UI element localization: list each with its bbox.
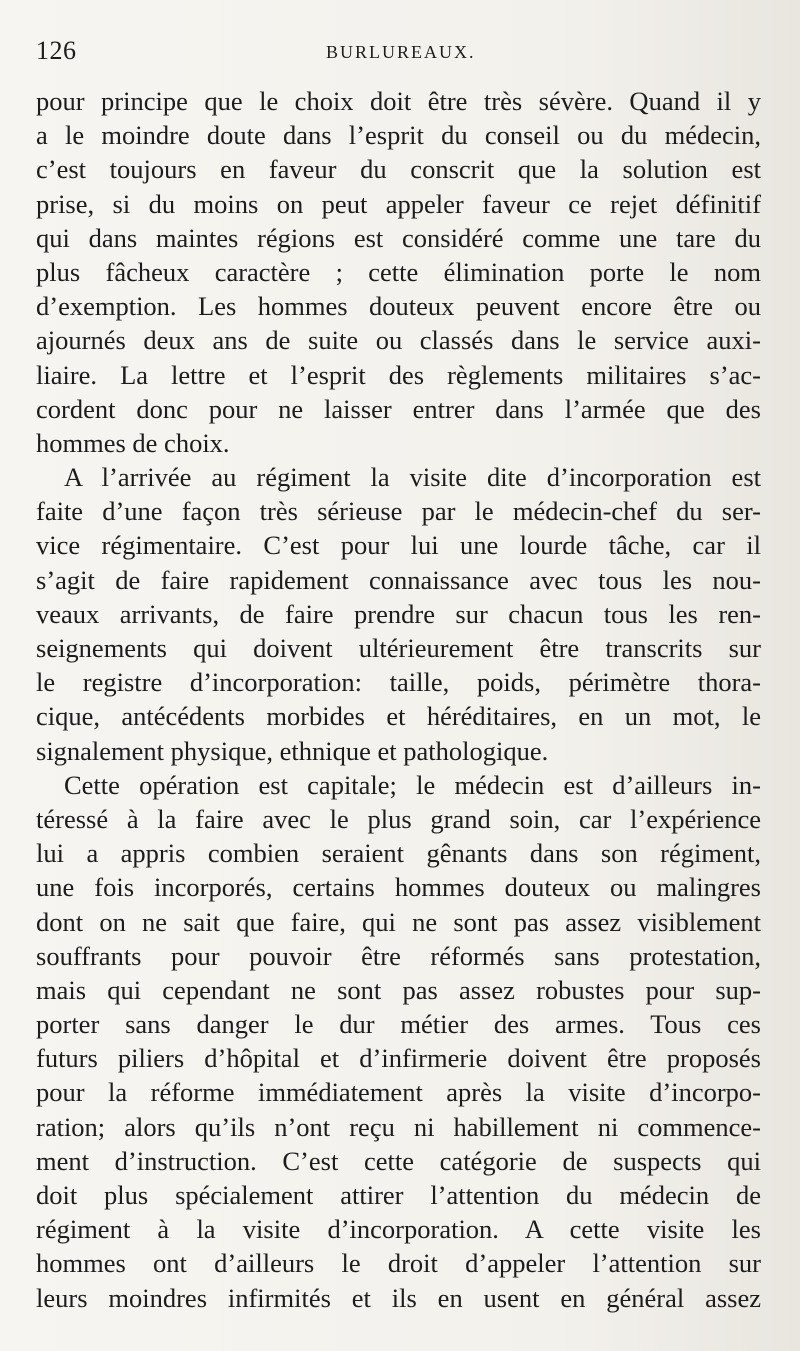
text-line: veaux arrivants, de faire prendre sur chacun tous les ren- [36,598,761,629]
text-line: cique, antécédents morbides et héréditaires, en un mot, le [36,701,761,732]
text-line: vice régimentaire. C’est pour lui une lourde tâche, car il [36,530,761,561]
page-number: 126 [36,36,77,65]
text-line: pour principe que le choix doit être très sévère. Quand il y [36,86,761,116]
text-line: doit plus spécialement attirer l’attention du médecin de [36,1180,761,1210]
text-line: dont on ne sait que faire, qui ne sont pas assez visiblement [36,906,761,937]
text-line: le registre d’incorporation: taille, poids, périmètre thora- [36,667,761,698]
text-line: cordent donc pour ne laisser entrer dans l’armée que des [36,393,761,424]
text-line: ajournés deux ans de suite ou classés dans le service auxi- [36,325,761,356]
text-line: téressé à la faire avec le plus grand soin, car l’expérience [36,803,761,834]
paragraph-last-line: hommes de choix. [36,427,230,458]
text-line: liaire. La lettre et l’esprit des règlements militaires s’ac- [36,359,761,390]
paragraph-first-line: Cette opération est capitale; le médecin est d’ailleurs in- [64,769,761,800]
text-line: porter sans danger le dur métier des armes. Tous ces [36,1009,761,1040]
text-line: plus fâcheux caractère ; cette élimination porte le nom [36,256,761,287]
text-line: une fois incorporés, certains hommes douteux ou malingres [36,872,761,903]
text-line: pour la réforme immédiatement après la visite d’incorpo- [36,1077,761,1108]
running-header [36,36,761,70]
text-line: prise, si du moins on peut appeler faveur ce rejet définitif [36,188,761,219]
text-line: d’exemption. Les hommes douteux peuvent encore être ou [36,291,761,322]
text-line: lui a appris combien seraient gênants dans son régiment, [36,838,761,869]
paragraph-first-line: A l’arrivée au régiment la visite dite d’incorporation est [64,462,761,493]
text-line: mais qui cependant ne sont pas assez robustes pour sup- [36,974,761,1005]
text-line: régiment à la visite d’incorporation. A cette visite les [36,1214,761,1245]
body-text [36,84,761,1315]
text-line: seignements qui doivent ultérieurement être transcrits sur [36,633,761,663]
text-line: faite d’une façon très sérieuse par le médecin-chef du ser- [36,496,761,527]
text-line: s’agit de faire rapidement connaissance avec tous les nou- [36,564,761,595]
text-line: qui dans maintes régions est considéré comme une tare du [36,222,761,253]
running-title: BURLUREAUX. [326,42,476,62]
text-line: ment d’instruction. C’est cette catégorie de suspects qui [36,1145,761,1176]
text-line: ration; alors qu’ils n’ont reçu ni habillement ni commence- [36,1111,761,1142]
paragraph-last-line: signalement physique, ethnique et pathologique. [36,735,549,766]
text-line: c’est toujours en faveur du conscrit que la solution est [36,154,761,185]
text-line: hommes ont d’ailleurs le droit d’appeler l’attention sur [36,1248,761,1279]
text-line: a le moindre doute dans l’esprit du conseil ou du médecin, [36,120,761,151]
text-line: leurs moindres infirmités et ils en usent en général assez [36,1282,761,1313]
text-line: souffrants pour pouvoir être réformés sans protestation, [36,940,761,971]
text-line: futurs piliers d’hôpital et d’infirmerie doivent être proposés [36,1043,761,1074]
